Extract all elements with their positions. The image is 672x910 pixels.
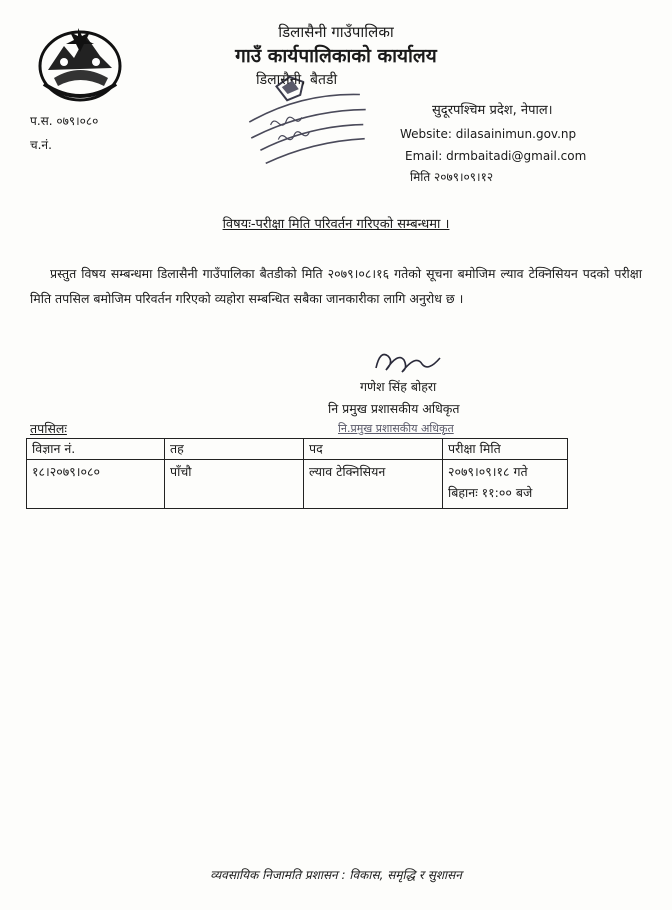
cell-post: ल्याव टेक्निसियन (304, 460, 443, 509)
exam-time: बिहानः ११:०० बजे (448, 485, 533, 500)
signatory-title: नि प्रमुख प्रशासकीय अधिकृत (328, 401, 460, 416)
body-text: प्रस्तुत विषय सम्बन्धमा डिलासैनी गाउँपालिका बैतडीको मिति २०७९।०८।१६ गतेको सूचना बमोजिम ल्याव टेक्निसियन पदको परीक्षा मिति तपसिल बमोजिम परिवर्तन गरिएको व्यहोरा सम्बन्धित सबैका जानकारीका लागि अनुरोध छ । (30, 266, 642, 306)
org-title: गाउँ कार्यपालिकाको कार्यालय (235, 45, 437, 67)
exam-date: २०७९।०९।१८ गते (448, 464, 528, 479)
dispatch-number: च.नं. (30, 138, 52, 152)
header-notice-no: विज्ञान नं. (27, 439, 165, 460)
details-label: तपसिलः (30, 421, 67, 436)
letter-date: मिति २०७९।०९।१२ (410, 170, 494, 184)
exam-schedule-table (26, 438, 568, 509)
cell-level: पाँचौ (165, 460, 304, 509)
body-paragraph (30, 261, 642, 311)
province: सुदूरपश्चिम प्रदेश, नेपाल। (432, 103, 553, 118)
website-label: Website: (400, 127, 452, 141)
org-location: डिलासैनी, बैतडी (256, 72, 338, 88)
reference-number: प.स. ०७९।०८० (30, 114, 99, 128)
website-link[interactable]: dilasainimun.gov.np (455, 127, 577, 141)
table-header-row (27, 439, 568, 460)
email-line (405, 149, 586, 163)
signatory-stamp: नि.प्रमुख प्रशासकीय अधिकृत (338, 422, 454, 435)
signature-icon (372, 346, 444, 376)
email-label: Email: (405, 149, 443, 163)
cell-exam-date (443, 460, 568, 509)
header-level: तह (165, 439, 304, 460)
header-exam-date: परीक्षा मिति (443, 439, 568, 460)
header-post: पद (304, 439, 443, 460)
table-row (27, 460, 568, 509)
website-line (400, 127, 576, 141)
subject-line: विषयः-परीक्षा मिति परिवर्तन गरिएको सम्बन्धमा । (222, 217, 450, 232)
footer-motto: व्यवसायिक निजामति प्रशासन : विकास, समृद्धि र सुशासन (210, 868, 462, 882)
org-subtitle: डिलासैनी गाउँपालिका (278, 23, 394, 41)
cell-notice-no: १८।२०७९।०८० (27, 460, 165, 509)
email-link[interactable]: drmbaitadi@gmail.com (446, 149, 587, 163)
signatory-name: गणेश सिंह बोहरा (360, 379, 437, 394)
